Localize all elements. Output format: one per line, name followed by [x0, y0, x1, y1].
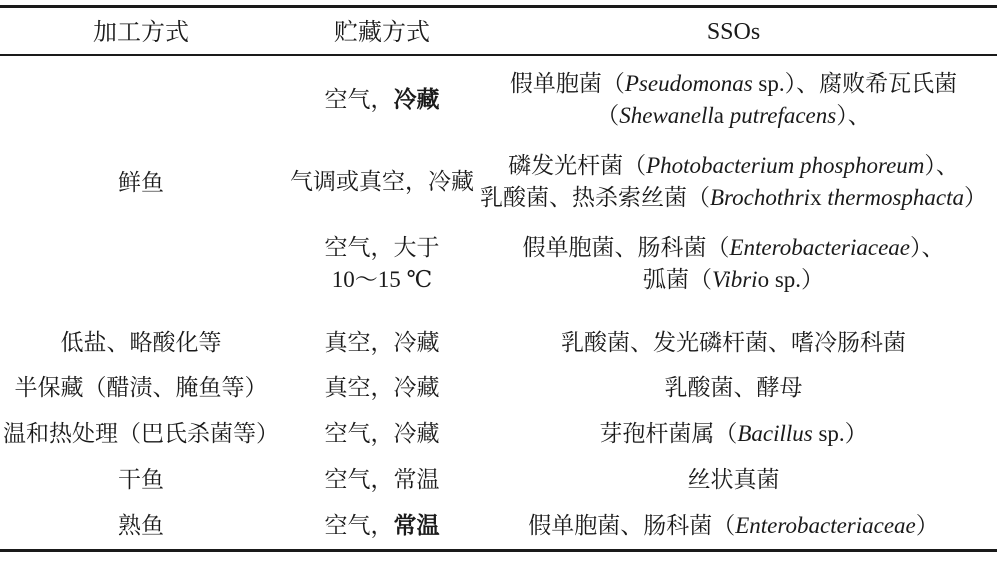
text: ）、	[836, 103, 871, 129]
cell-text: 低盐、略酸化等	[60, 329, 222, 356]
storage-vacuum-chilled	[282, 323, 482, 363]
cell-text-part: 空气，	[324, 87, 394, 113]
cell-text: 温和热处理（巴氏杀菌等）	[3, 420, 279, 447]
ssos-semi-preserved	[470, 368, 997, 408]
header-ssos	[470, 10, 997, 54]
ssos-fresh-air	[470, 68, 997, 132]
method-cooked-fish	[0, 506, 282, 546]
cell-line	[510, 68, 957, 100]
ssos-low-salt	[470, 323, 997, 363]
text: sp.）、腐败希瓦氏菌	[752, 71, 958, 96]
cell-text: 丝状真菌	[687, 466, 780, 493]
header-label: 贮藏方式	[334, 17, 430, 46]
text: ）	[915, 513, 939, 539]
storage-map-vacuum-chilled	[282, 150, 482, 214]
ssos-mild-heat	[470, 414, 997, 454]
cell-text: 真空，冷藏	[324, 374, 440, 401]
sci-name: Brochothri	[709, 185, 811, 210]
header-rule	[0, 54, 997, 56]
text: 芽孢杆菌属（	[599, 421, 738, 447]
ssos-dried-fish	[470, 460, 997, 500]
sci-name: Vibri	[711, 267, 758, 292]
text: 假单胞菌、肠科菌（	[528, 513, 736, 539]
sci-name: thermosphacta	[827, 185, 965, 210]
storage-vacuum-chilled	[282, 368, 482, 408]
method-semi-preserved	[0, 368, 282, 408]
text: 弧菌（	[642, 267, 712, 293]
header-label: 加工方式	[93, 17, 189, 46]
cell-text	[325, 84, 440, 116]
cell-text: 熟鱼	[118, 512, 164, 539]
cell-line: 空气，大于	[324, 235, 440, 261]
text: ）	[964, 185, 988, 211]
cell-line	[325, 510, 440, 542]
text: x	[810, 185, 828, 210]
cell-text: 鲜鱼	[118, 169, 164, 196]
text: sp.）	[769, 267, 825, 292]
cell-line	[599, 418, 867, 450]
storage-air-ambient	[282, 460, 482, 500]
sci-name: Photobacterium phosphoreum	[646, 153, 925, 178]
cell-line	[643, 264, 824, 296]
sci-name: Enterobacteriaceae	[735, 513, 916, 538]
text: o	[757, 267, 770, 292]
top-rule	[0, 5, 997, 8]
bottom-rule	[0, 549, 997, 552]
cell-text: 空气，冷藏	[324, 420, 440, 447]
text: a	[713, 103, 730, 128]
sci-name: Shewanell	[619, 103, 714, 128]
cell-text: 空气，常温	[324, 466, 440, 493]
text: 假单胞菌（	[509, 71, 625, 97]
text: 假单胞菌、肠科菌（	[522, 235, 730, 261]
text: 乳酸菌、热杀索丝菌（	[479, 185, 710, 211]
ssos-fresh-warm	[470, 232, 997, 296]
cell-text: 乳酸菌、发光磷杆菌、嗜冷肠科菌	[561, 329, 906, 356]
cell-text: 真空，冷藏	[324, 329, 440, 356]
ssos-fresh-map	[470, 150, 997, 214]
cell-text: 乳酸菌、酵母	[664, 374, 803, 401]
cell-line	[522, 232, 944, 264]
storage-air-ambient	[282, 506, 482, 546]
sci-name: putrefacens	[729, 103, 837, 128]
cell-text: 半保藏（醋渍、腌鱼等）	[14, 374, 268, 401]
cell-line	[596, 100, 870, 132]
sci-name: Pseudomonas	[624, 71, 753, 96]
method-low-salt	[0, 323, 282, 363]
cell-text: 气调或真空，冷藏	[290, 168, 474, 195]
method-dried-fish	[0, 460, 282, 500]
header-storage-method	[282, 10, 482, 54]
text: （	[596, 103, 620, 129]
text: 空气，	[324, 513, 394, 539]
header-label: SSOs	[706, 18, 761, 45]
cell-text: 干鱼	[118, 466, 164, 493]
storage-air-chilled	[282, 414, 482, 454]
cell-text-bold: 冷藏	[393, 86, 440, 113]
text-bold: 常温	[393, 512, 440, 539]
text: ）、	[924, 153, 959, 179]
storage-air-chilled	[282, 68, 482, 132]
text: ）、	[910, 235, 945, 261]
header-processing-method	[0, 10, 282, 54]
method-fresh-fish	[0, 155, 282, 211]
cell-line: 10～15 ℃	[331, 267, 433, 292]
cell-line	[480, 182, 987, 214]
text: sp.）	[812, 421, 868, 446]
cell-line	[508, 150, 959, 182]
sci-name: Enterobacteriaceae	[729, 235, 911, 260]
ssos-cooked-fish	[470, 506, 997, 546]
cell-line	[528, 510, 939, 542]
storage-air-above-temp	[282, 232, 482, 296]
text: 磷发光杆菌（	[508, 153, 647, 179]
method-mild-heat	[0, 414, 282, 454]
sci-name: Bacillus	[737, 421, 813, 446]
